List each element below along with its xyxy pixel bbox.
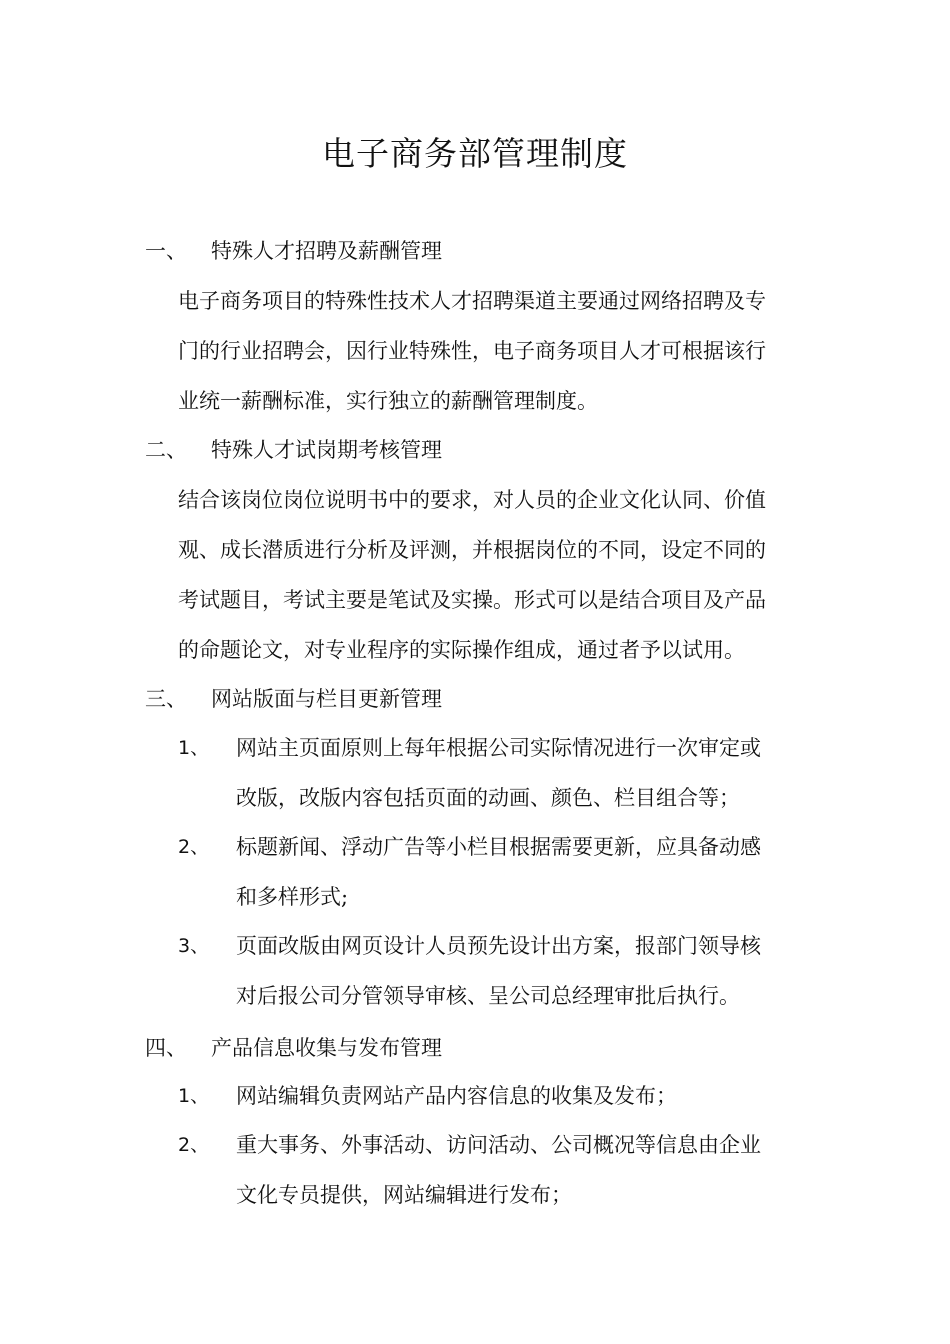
list-item-number: 1、: [178, 737, 210, 759]
section-number: 三、: [145, 687, 187, 711]
list-item-line: 和多样形式;: [236, 885, 349, 909]
section-number: 二、: [145, 438, 187, 462]
paragraph-line: 结合该岗位岗位说明书中的要求，对人员的企业文化认同、价值: [178, 488, 766, 512]
list-item-line: 页面改版由网页设计人员预先设计出方案，报部门领导核: [236, 934, 761, 958]
list-item-line: 对后报公司分管领导审核、呈公司总经理审批后执行。: [236, 984, 740, 1008]
section-title: 特殊人才试岗期考核管理: [211, 438, 442, 462]
list-item-line: 网站编辑负责网站产品内容信息的收集及发布；: [236, 1084, 677, 1108]
section-number: 一、: [145, 239, 187, 263]
list-item-line: 改版，改版内容包括页面的动画、颜色、栏目组合等；: [236, 786, 740, 810]
list-item-text: [236, 1071, 808, 1121]
section-heading: [145, 435, 442, 465]
section-number: 四、: [145, 1036, 187, 1060]
section-heading: [145, 684, 442, 714]
list-item-line: 网站主页面原则上每年根据公司实际情况进行一次审定或: [236, 736, 761, 760]
list-item-line: 重大事务、外事活动、访问活动、公司概况等信息由企业: [236, 1133, 761, 1157]
section-heading: [145, 1033, 442, 1063]
paragraph-line: 观、成长潜质进行分析及评测，并根据岗位的不同，设定不同的: [178, 538, 766, 562]
list-item-number: 2、: [178, 836, 210, 858]
list-item-line: 标题新闻、浮动广告等小栏目根据需要更新，应具备动感: [236, 835, 761, 859]
list-item-text: [236, 723, 808, 823]
section-title: 特殊人才招聘及薪酬管理: [211, 239, 442, 263]
section-title: 网站版面与栏目更新管理: [211, 687, 442, 711]
section-paragraph: [178, 475, 808, 675]
list-item-text: [236, 921, 808, 1021]
list-item-number: 2、: [178, 1134, 210, 1156]
paragraph-line: 的命题论文，对专业程序的实际操作组成，通过者予以试用。: [178, 638, 745, 662]
paragraph-line: 电子商务项目的特殊性技术人才招聘渠道主要通过网络招聘及专: [178, 289, 766, 313]
section-heading: [145, 236, 442, 266]
paragraph-line: 考试题目，考试主要是笔试及实操。形式可以是结合项目及产品: [178, 588, 766, 612]
section-paragraph: [178, 276, 808, 426]
paragraph-line: 门的行业招聘会，因行业特殊性，电子商务项目人才可根据该行: [178, 339, 766, 363]
document-title: 电子商务部管理制度: [322, 134, 628, 173]
section-title: 产品信息收集与发布管理: [211, 1036, 442, 1060]
list-item-number: 1、: [178, 1085, 210, 1107]
list-item-text: [236, 822, 808, 922]
list-item-number: 3、: [178, 935, 210, 957]
list-item-line: 文化专员提供，网站编辑进行发布；: [236, 1183, 572, 1207]
list-item-text: [236, 1120, 808, 1220]
paragraph-line: 业统一薪酬标准，实行独立的薪酬管理制度。: [178, 389, 598, 413]
